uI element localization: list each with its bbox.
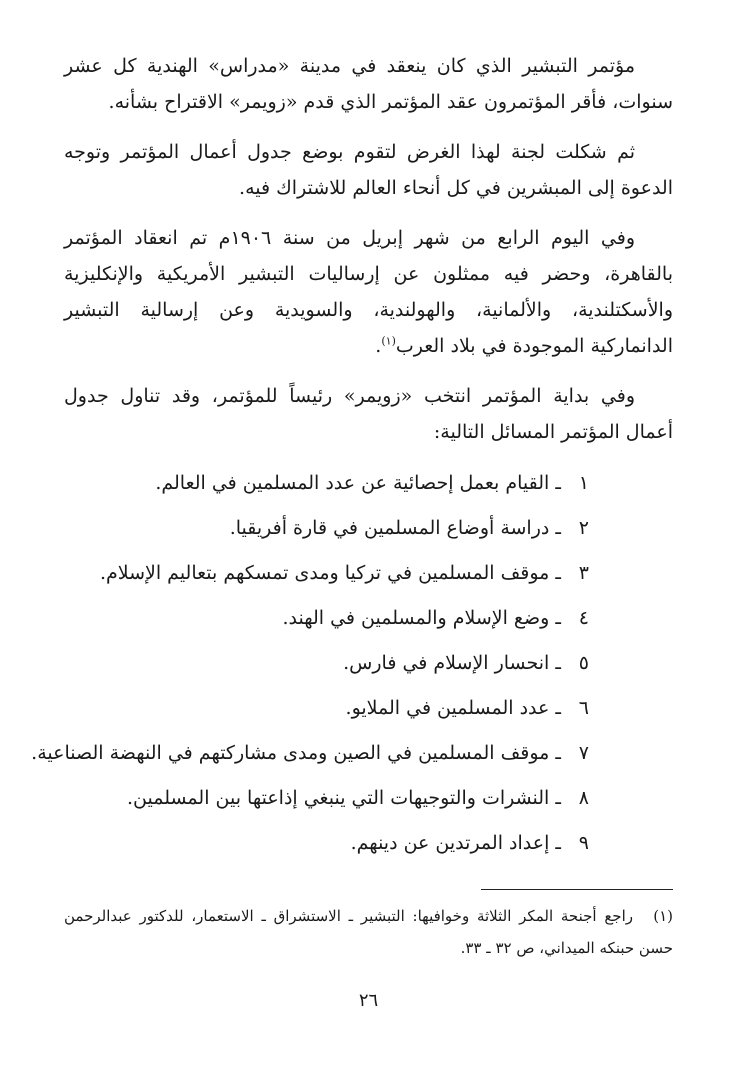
item-number: ٩ bbox=[578, 832, 589, 854]
list-item bbox=[31, 734, 673, 772]
item-text: ـ دراسة أوضاع المسلمين في قارة أفريقيا. bbox=[229, 517, 561, 539]
footnote bbox=[64, 900, 673, 964]
item-number: ٦ bbox=[578, 697, 589, 719]
list-item bbox=[64, 599, 673, 637]
footnote-text: راجع أجنحة المكر الثلاثة وخوافيها: التبشير ـ الاستشراق ـ الاستعمار، للدكتور عبدالرحمن حسن حبنكه الميداني، ص ٣٢ ـ ٣٣. bbox=[64, 907, 673, 957]
list-item bbox=[64, 689, 673, 727]
list-item bbox=[64, 824, 673, 862]
item-number: ١ bbox=[578, 472, 589, 494]
list-item bbox=[64, 644, 673, 682]
item-text: ـ وضع الإسلام والمسلمين في الهند. bbox=[282, 607, 561, 629]
list-item bbox=[64, 554, 673, 592]
paragraph: ثم شكلت لجنة لهذا الغرض لتقوم بوضع جدول أعمال المؤتمر وتوجه الدعوة إلى المبشرين في كل أنحاء العالم للاشتراك فيه. bbox=[64, 141, 673, 199]
item-number: ٤ bbox=[578, 607, 589, 629]
list-item bbox=[64, 779, 673, 817]
item-number: ٧ bbox=[578, 742, 589, 764]
item-text: ـ انحسار الإسلام في فارس. bbox=[343, 652, 561, 674]
item-text: ـ موقف المسلمين في الصين ومدى مشاركتهم في النهضة الصناعية. bbox=[31, 742, 561, 764]
footnote-reference: (١) bbox=[381, 334, 396, 348]
paragraph: وفي اليوم الرابع من شهر إبريل من سنة ١٩٠٦م تم انعقاد المؤتمر بالقاهرة، وحضر فيه ممثلون عن إرساليات التبشير الأمريكية والإنكليزية والأسكتلندية، والألمانية، والهولندية، والسويدية وعن إرسالية التبشير الدانماركية الموجودة في بلاد العرب$^{(١)}$. bbox=[64, 227, 673, 357]
paragraph-text: وفي اليوم الرابع من شهر إبريل من سنة ١٩٠٦م تم انعقاد المؤتمر بالقاهرة، وحضر فيه ممثلون عن إرساليات التبشير الأمريكية والإنكليزية والأسكتلندية، والألمانية، والهولندية، والسويدية وعن إرسالية التبشير الدانماركية الموجودة في بلاد العرب bbox=[64, 227, 673, 357]
item-text: ـ القيام بعمل إحصائية عن عدد المسلمين في العالم. bbox=[155, 472, 561, 494]
paragraph: وفي بداية المؤتمر انتخب «زويمر» رئيساً للمؤتمر، وقد تناول جدول أعمال المؤتمر المسائل التالية: bbox=[64, 385, 673, 443]
paragraph: مؤتمر التبشير الذي كان ينعقد في مدينة «مدراس» الهندية كل عشر سنوات، فأقر المؤتمرون عقد المؤتمر الذي قدم «زويمر» الاقتراح بشأنه. bbox=[64, 55, 673, 113]
item-text: ـ النشرات والتوجيهات التي ينبغي إذاعتها بين المسلمين. bbox=[126, 787, 561, 809]
item-text: ـ عدد المسلمين في الملايو. bbox=[345, 697, 561, 719]
body-text bbox=[31, 48, 673, 869]
agenda-list bbox=[31, 464, 673, 862]
footnote-marker: (١) bbox=[653, 907, 673, 925]
item-number: ٣ bbox=[578, 562, 589, 584]
item-number: ٥ bbox=[578, 652, 589, 674]
item-text: ـ إعداد المرتدين عن دينهم. bbox=[350, 832, 561, 854]
page-number: ٢٦ bbox=[358, 990, 379, 1011]
item-number: ٨ bbox=[578, 787, 589, 809]
item-number: ٢ bbox=[578, 517, 589, 539]
footnote-divider bbox=[481, 889, 673, 890]
list-item bbox=[64, 464, 673, 502]
list-item bbox=[64, 509, 673, 547]
item-text: ـ موقف المسلمين في تركيا ومدى تمسكهم بتعاليم الإسلام. bbox=[99, 562, 561, 584]
